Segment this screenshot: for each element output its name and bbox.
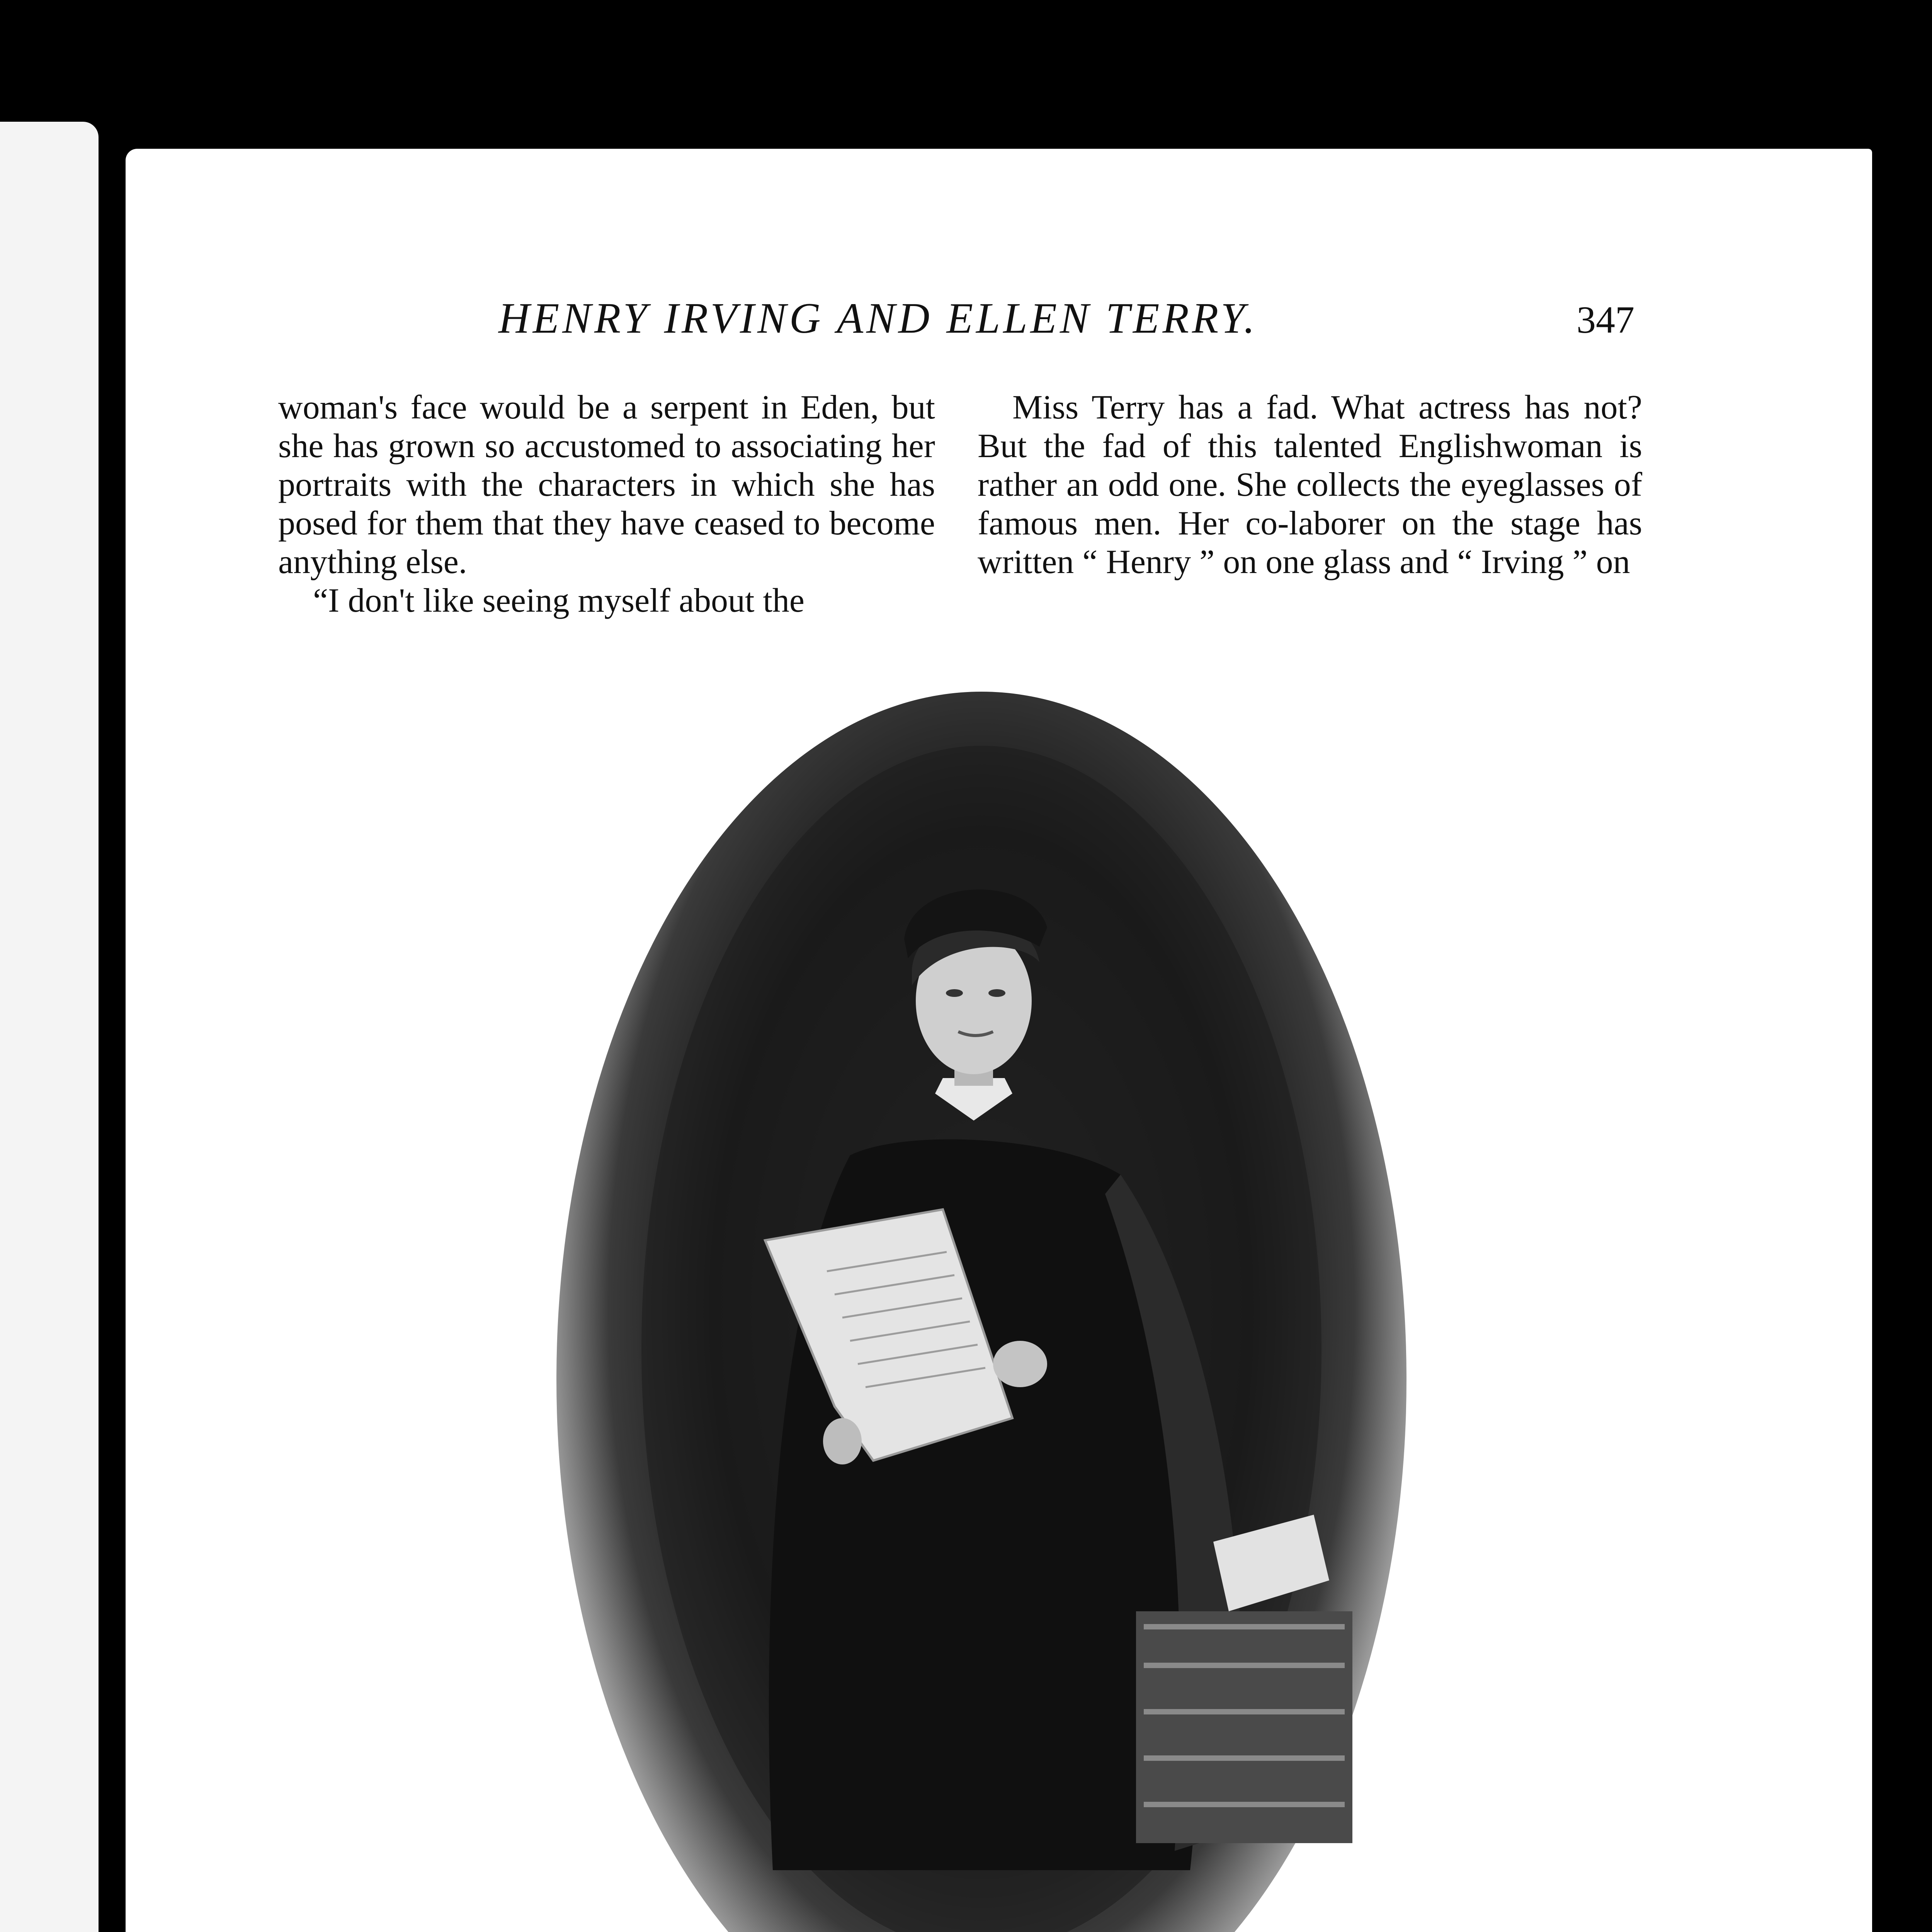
paragraph: woman's face would be a serpent in Eden, but she has grown so accustomed to associating her portraits with the characters in which she has posed for them that they have ceased to become anything else.: [278, 389, 935, 581]
portrait-figure: [556, 692, 1406, 1932]
running-title: HENRY IRVING AND ELLEN TERRY.: [498, 294, 1258, 342]
portrait-illustration: [556, 692, 1406, 1932]
text-column-top-left: [278, 388, 935, 620]
carved-table: [1136, 1611, 1352, 1843]
figure-eye: [988, 989, 1005, 997]
text-column-top-right: [978, 388, 1642, 582]
paragraph: “I don't like seeing myself about the: [313, 582, 804, 619]
figure-eye: [946, 989, 963, 997]
figure-hand: [993, 1341, 1047, 1387]
paragraph: Miss Terry has a fad. What actress has not? But the fad of this talented Englishwoman is rather an odd one. She collects the eyeglasses of famous men. Her co-laborer on the stage has written “ Henry ” on one glass and “ Irving ” on: [978, 389, 1642, 581]
page-number: 347: [1577, 298, 1634, 341]
facing-page-edge: [0, 122, 99, 1932]
figure-hand: [823, 1418, 862, 1464]
